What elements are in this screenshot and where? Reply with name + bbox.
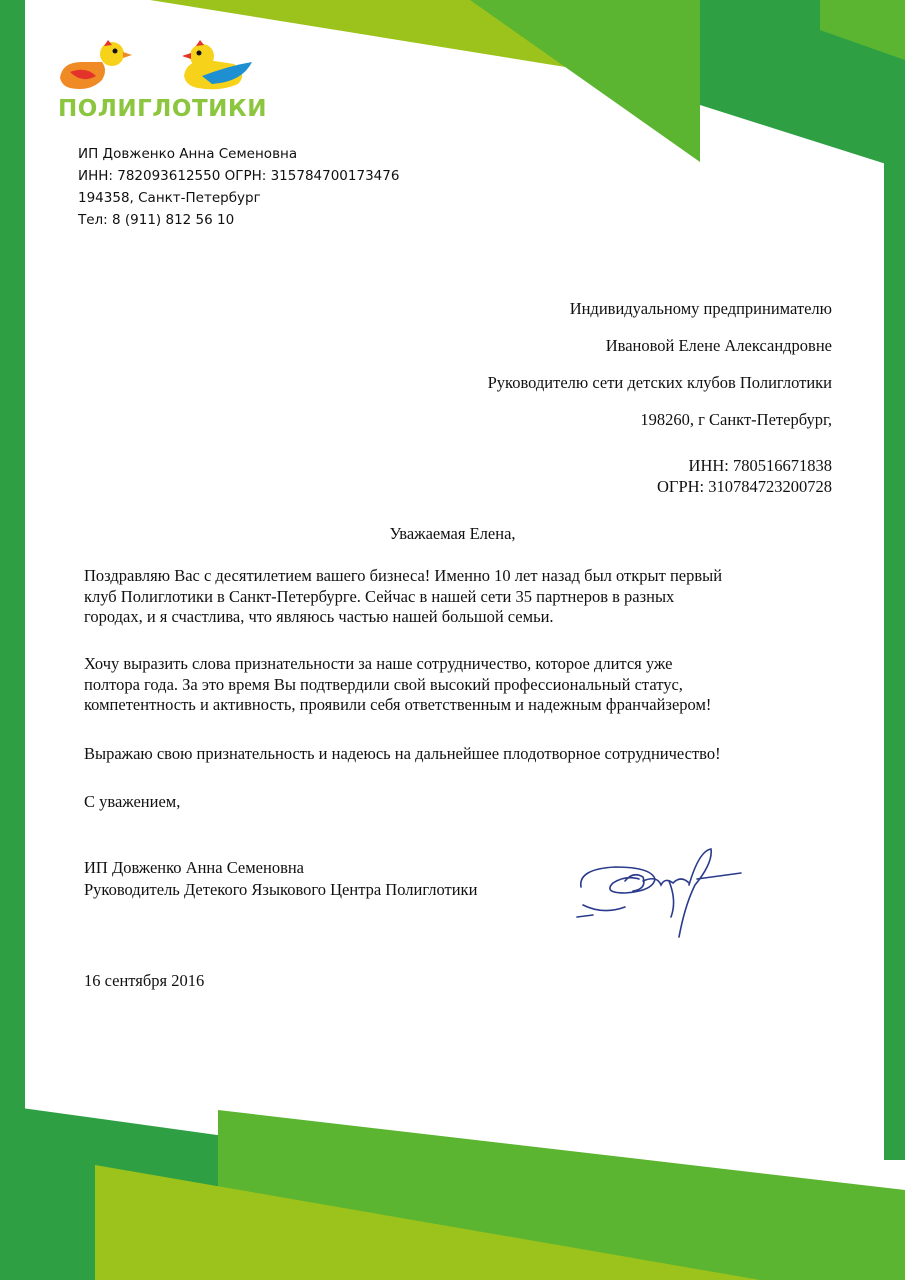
signatory-name: ИП Довженко Анна Семеновна [84, 858, 305, 877]
signatory-block [84, 857, 477, 901]
recipient-line-3: Руководителю сети детских клубов Полиглотики [487, 373, 832, 392]
sender-phone: Тел: 8 (911) 812 56 10 [78, 212, 235, 228]
paragraph-2-line: Хочу выразить слова признательности за наше сотрудничество, которое длится уже [84, 654, 673, 673]
yellow-bird-icon [182, 40, 252, 89]
letter-date: 16 сентября 2016 [84, 971, 205, 990]
signatory-title: Руководитель Детекого Языкового Центра Полиглотики [84, 880, 478, 899]
recipient-line-1: Индивидуальному предпринимателю [569, 299, 832, 318]
sender-block [78, 143, 399, 231]
sender-address: 194358, Санкт-Петербург [78, 190, 261, 206]
recipient-inn: ИНН: 780516671838 [688, 456, 832, 475]
paragraph-1-line: Поздравляю Вас с десятилетием вашего бизнеса! Именно 10 лет назад был открыт первый [84, 566, 723, 585]
paragraph-2 [84, 654, 711, 716]
handwritten-signature-image [573, 845, 753, 945]
sender-name: ИП Довженко Анна Семеновна [78, 146, 298, 162]
paragraph-1-line: клуб Полиглотики в Санкт-Петербурге. Сейчас в нашей сети 35 партнеров в разных [84, 586, 675, 606]
recipient-line-2: Ивановой Елене Александровне [605, 336, 832, 355]
top-mid-stripe [470, 0, 700, 162]
right-edge-bar [884, 160, 905, 1160]
paragraph-3-line: Выражаю свою признательность и надеюсь на дальнейшее плодотворное сотрудничество! [84, 744, 721, 763]
orange-bird-icon [60, 40, 132, 89]
sender-ids: ИНН: 782093612550 ОГРН: 315784700173476 [78, 168, 400, 184]
paragraph-2-line: компетентность и активность, проявили себя ответственным и надежным франчайзером! [84, 695, 712, 714]
recipient-line-4: 198260, г Санкт-Петербург, [640, 410, 832, 429]
logo-brand-text: ПОЛИГЛОТИКИ [58, 96, 267, 122]
left-edge-bar [0, 0, 25, 1140]
recipient-ogrn: ОГРН: 310784723200728 [656, 477, 832, 496]
paragraph-2-line: полтора года. За это время Вы подтвердили свой высокий профессиональный статус, [84, 674, 683, 694]
recipient-block [488, 299, 832, 497]
closing: С уважением, [84, 792, 181, 811]
greeting: Уважаемая Елена, [389, 524, 516, 543]
paragraph-1-line: городах, и я счастлива, что являюсь частью нашей большой семьи. [84, 607, 554, 626]
paragraph-1 [84, 566, 722, 628]
paragraph-3 [84, 744, 721, 765]
